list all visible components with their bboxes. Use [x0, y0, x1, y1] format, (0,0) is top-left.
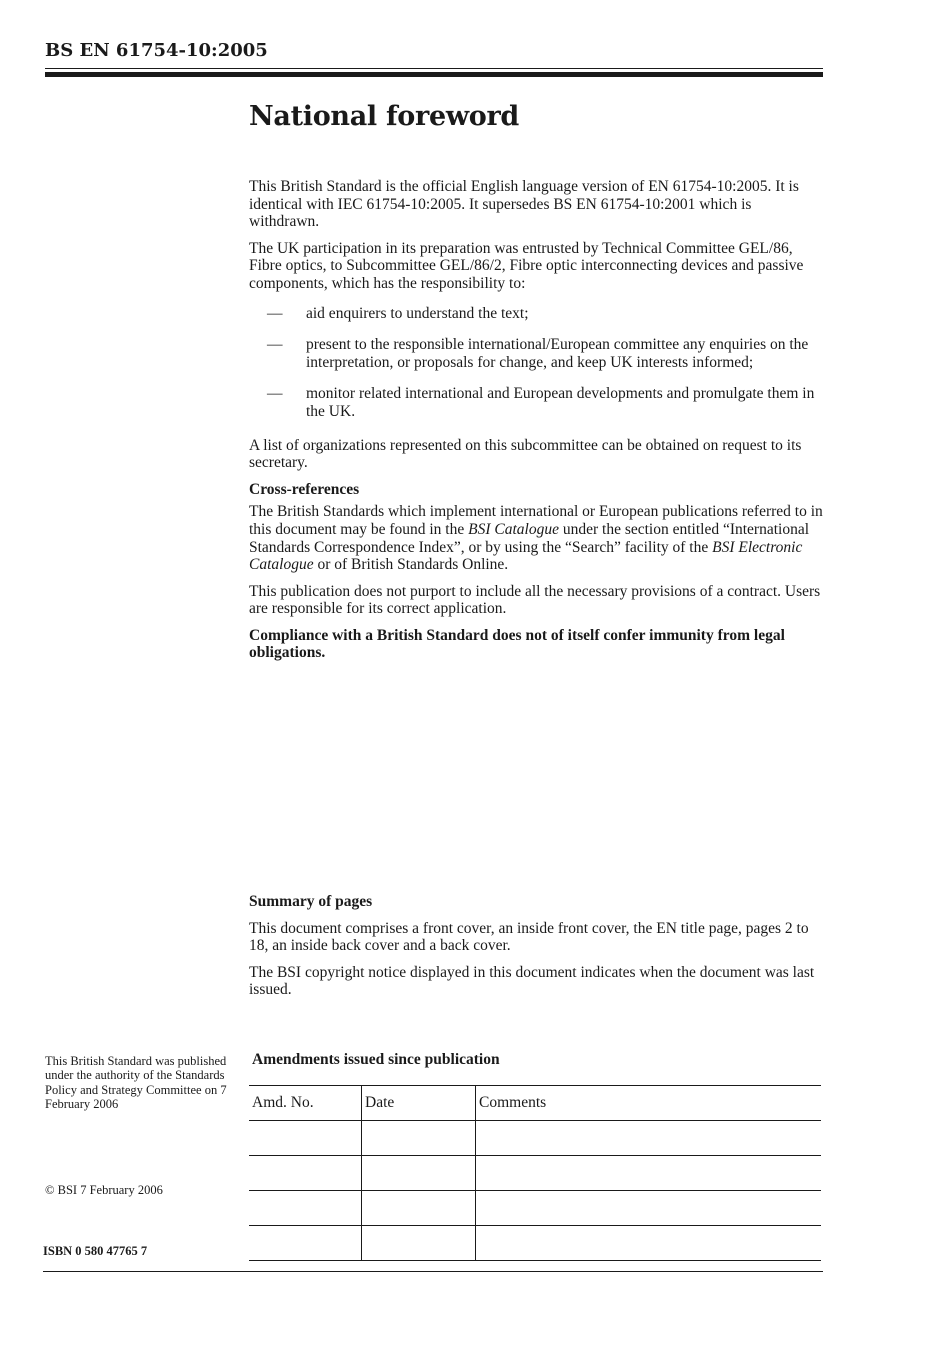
- table-header-row: [249, 1086, 821, 1121]
- bsi-electronic-catalogue-title: BSI Electronic Catalogue: [249, 538, 803, 574]
- responsibility-list: [249, 305, 823, 421]
- isbn: ISBN 0 580 47765 7: [43, 1244, 148, 1258]
- crossref-heading: Cross-references: [249, 480, 360, 498]
- document-code: BS EN 61754-10:2005: [45, 40, 268, 61]
- foreword-section: [249, 100, 823, 667]
- amendments-title: Amendments issued since publication: [252, 1051, 500, 1068]
- column-header-amd-no: Amd. No.: [249, 1086, 362, 1121]
- column-header-date: Date: [362, 1086, 476, 1121]
- paragraph-participation: The UK participation in its preparation was entrusted by Technical Committee GEL/86, Fibre optics, to Subcommittee GEL/86/2, Fibre optic interconnecting devices and passive components, which has the responsibility to:: [249, 239, 804, 292]
- header-rule-thick: [45, 72, 823, 77]
- table-row: [249, 1191, 821, 1226]
- table-row: [249, 1226, 821, 1261]
- list-item: — present to the responsible international/European committee any enquiries on the interpretation, or proposals for change, and keep UK interests informed;: [267, 336, 809, 371]
- paragraph-version: This British Standard is the official English language version of EN 61754-10:2005. It is identical with IEC 61754-10:2005. It supersedes BS EN 61754-10:2001 which is withdrawn.: [249, 178, 799, 231]
- publication-authority: This British Standard was published under the authority of the Standards Policy and Strategy Committee on 7 February 2006: [45, 1054, 227, 1111]
- compliance-statement: Compliance with a British Standard does not of itself confer immunity from legal obligations.: [249, 626, 785, 662]
- page-title: National foreword: [249, 101, 519, 132]
- paragraph-crossref: The British Standards which implement international or European publications referred to in this document may be found in the BSI Catalogue under the section entitled “International Standards Correspondence Index”, or by using the “Search” facility of the BSI Electronic Catalogue or of British Standards Online.: [249, 503, 823, 574]
- summary-pages-text: This document comprises a front cover, an inside front cover, the EN title page, pages 2 to 18, an inside back cover and a back cover.: [249, 919, 809, 955]
- paragraph-provisions: This publication does not purport to include all the necessary provisions of a contract. Users are responsible for its correct application.: [249, 582, 821, 618]
- bsi-catalogue-title: BSI Catalogue: [468, 520, 559, 538]
- header-rule-thin: [45, 68, 823, 69]
- summary-section: [249, 893, 823, 1008]
- table-row: [249, 1156, 821, 1191]
- dash-bullet: —: [267, 304, 283, 322]
- list-item: — monitor related international and European developments and promulgate them in the UK.: [267, 385, 815, 420]
- dash-bullet: —: [267, 385, 283, 403]
- table-row: [249, 1121, 821, 1156]
- list-item: — aid enquirers to understand the text;: [267, 304, 529, 322]
- paragraph-organizations: A list of organizations represented on this subcommittee can be obtained on request to its secretary.: [249, 436, 802, 472]
- summary-heading: Summary of pages: [249, 893, 373, 910]
- amendments-table: [249, 1085, 821, 1261]
- footer-rule: [43, 1271, 823, 1272]
- copyright-notice: © BSI 7 February 2006: [45, 1183, 163, 1197]
- summary-copyright-text: The BSI copyright notice displayed in this document indicates when the document was last issued.: [249, 963, 815, 999]
- column-header-comments: Comments: [476, 1086, 822, 1121]
- dash-bullet: —: [267, 336, 283, 354]
